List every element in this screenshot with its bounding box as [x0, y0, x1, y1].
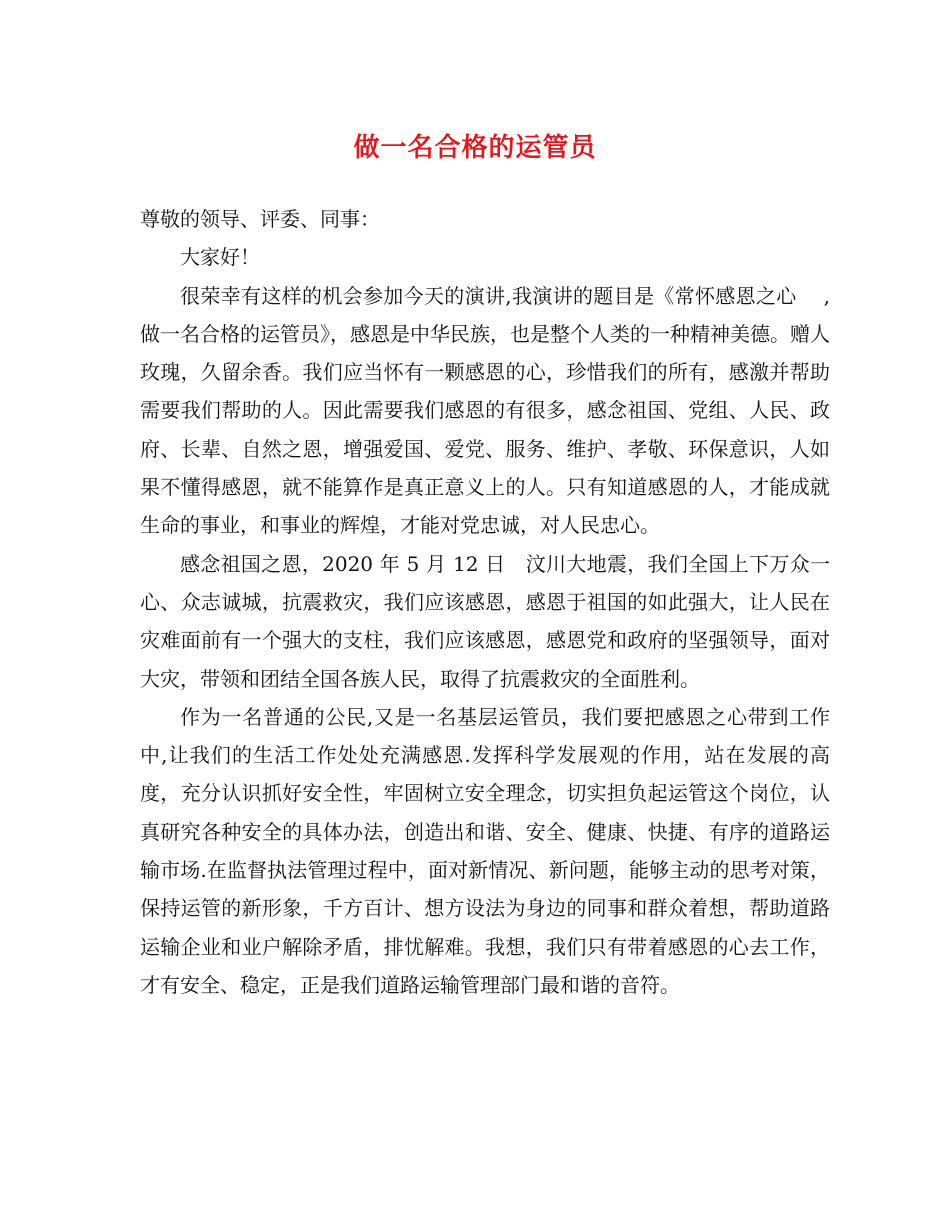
- salutation: 尊敬的领导、评委、同事：: [140, 207, 380, 231]
- greeting: 大家好！: [180, 245, 260, 270]
- paragraph: 感念祖国之恩，2020 年 5 月 12 日 汶川大地震，我们全国上下万众一心、众志诚城，抗震救灾，我们应该感恩，感恩于祖国的如此强大，让人民在灾难面前有一个强大的支柱，我们应该感恩，感恩党和政府的坚强领导，面对大灾，带领和团结全国各族人民，取得了抗震救灾的全面胜利。: [140, 551, 830, 691]
- paragraph: 作为一名普通的公民,又是一名基层运管员，我们要把感恩之心带到工作中,让我们的生活工作处处充满感恩.发挥科学发展观的作用，站在发展的高度，充分认识抓好安全性，牢固树立安全理念，切实担负起运管这个岗位，认真研究各种安全的具体办法，创造出和谐、安全、健康、快捷、有序的道路运输市场.在监督执法管理过程中，面对新情况、新问题，能够主动的思考对策，保持运管的新形象，千方百计、想方设法为身边的同事和群众着想，帮助道路运输企业和业户解除矛盾，排忧解难。我想，我们只有带着感恩的心去工作，才有安全、稳定，正是我们道路运输管理部门最和谐的音符。: [140, 704, 830, 997]
- document-body: [140, 200, 830, 1004]
- document-title: 做一名合格的运管员: [353, 133, 597, 163]
- paragraph: 很荣幸有这样的机会参加今天的演讲,我演讲的题目是《常怀感恩之心 ,做一名合格的运管员》，感恩是中华民族，也是整个人类的一种精神美德。赠人玫瑰，久留余香。我们应当怀有一颗感恩的心，珍惜我们的所有，感激并帮助需要我们帮助的人。因此需要我们感恩的有很多，感念祖国、党组、人民、政府、长辈、自然之恩，增强爱国、爱党、服务、维护、孝敬、环保意识，人如果不懂得感恩，就不能算作是真正意义上的人。只有知道感恩的人，才能成就生命的事业，和事业的辉煌，才能对党忠诚，对人民忠心。: [140, 283, 830, 538]
